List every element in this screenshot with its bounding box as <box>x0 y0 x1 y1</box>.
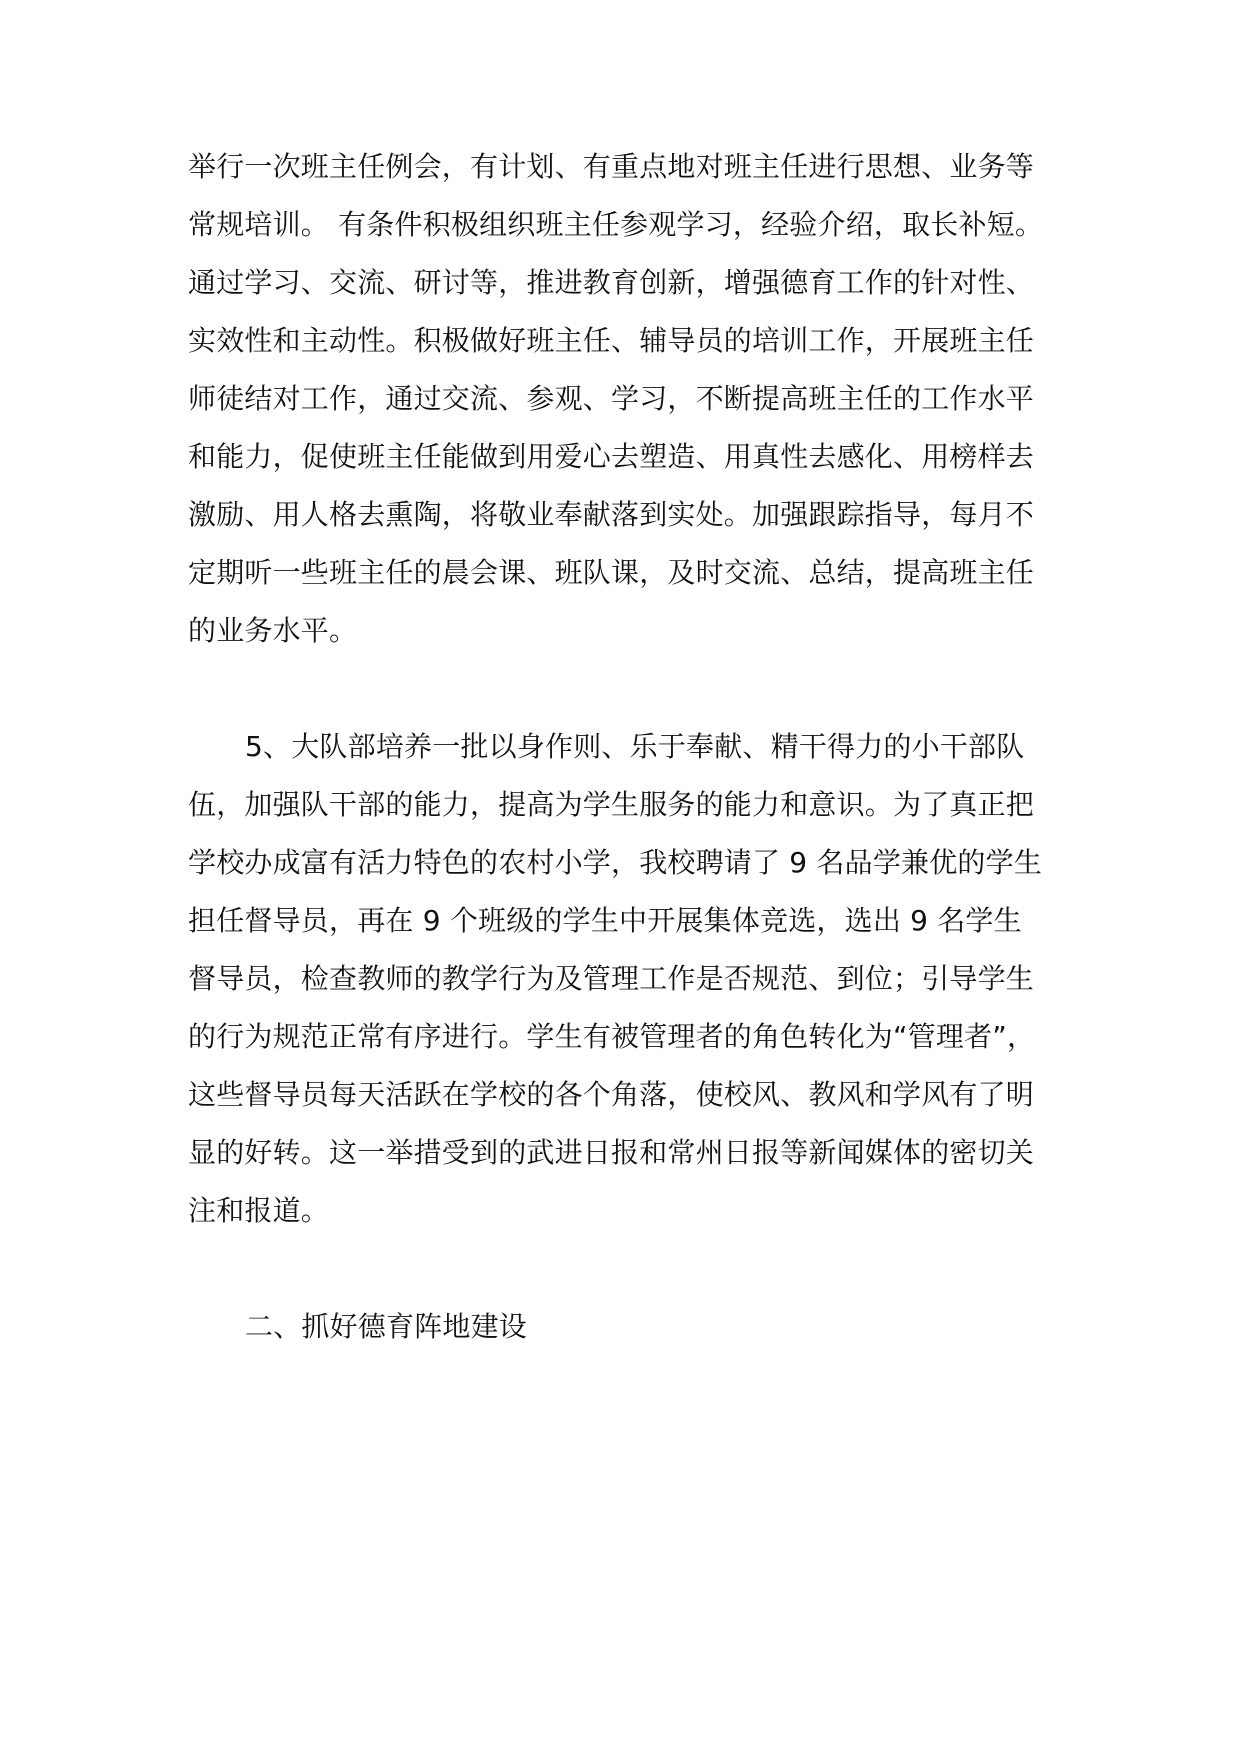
section-heading: 二、抓好德育阵地建设 <box>245 1310 528 1343</box>
paragraph-2-line-2: 伍，加强队干部的能力，提高为学生服务的能力和意识。为了真正把 <box>188 788 1035 821</box>
paragraph-1-line-9: 的业务水平。 <box>188 614 358 647</box>
paragraph-2-line-4: 担任督导员，再在 9 个班级的学生中开展集体竞选，选出 9 名学生 <box>188 904 1022 937</box>
paragraph-1-line-4: 实效性和主动性。积极做好班主任、辅导员的培训工作，开展班主任 <box>188 324 1035 357</box>
paragraph-1-line-8: 定期听一些班主任的晨会课、班队课，及时交流、总结，提高班主任 <box>188 556 1035 589</box>
paragraph-2-line-6: 的行为规范正常有序进行。学生有被管理者的角色转化为“管理者”， <box>188 1020 1036 1053</box>
paragraph-1-line-5: 师徒结对工作，通过交流、参观、学习，不断提高班主任的工作水平 <box>188 382 1035 415</box>
paragraph-1-line-3: 通过学习、交流、研讨等，推进教育创新，增强德育工作的针对性、 <box>188 266 1035 299</box>
paragraph-1-line-6: 和能力，促使班主任能做到用爱心去塑造、用真性去感化、用榜样去 <box>188 440 1035 473</box>
paragraph-2-line-9: 注和报道。 <box>188 1194 330 1227</box>
paragraph-1-line-2: 常规培训。 有条件积极组织班主任参观学习，经验介绍，取长补短。 <box>188 208 1044 241</box>
paragraph-1-line-7: 激励、用人格去熏陶，将敬业奉献落到实处。加强跟踪指导，每月不 <box>188 498 1035 531</box>
paragraph-2-line-8: 显的好转。这一举措受到的武进日报和常州日报等新闻媒体的密切关 <box>188 1136 1035 1169</box>
paragraph-1-line-1: 举行一次班主任例会，有计划、有重点地对班主任进行思想、业务等 <box>188 150 1035 183</box>
paragraph-2-line-5: 督导员，检查教师的教学行为及管理工作是否规范、到位；引导学生 <box>188 962 1035 995</box>
paragraph-2-line-1: 5、大队部培养一批以身作则、乐于奉献、精干得力的小干部队 <box>245 730 1025 763</box>
paragraph-2-line-3: 学校办成富有活力特色的农村小学，我校聘请了 9 名品学兼优的学生 <box>188 846 1043 879</box>
paragraph-2-line-7: 这些督导员每天活跃在学校的各个角落，使校风、教风和学风有了明 <box>188 1078 1035 1111</box>
